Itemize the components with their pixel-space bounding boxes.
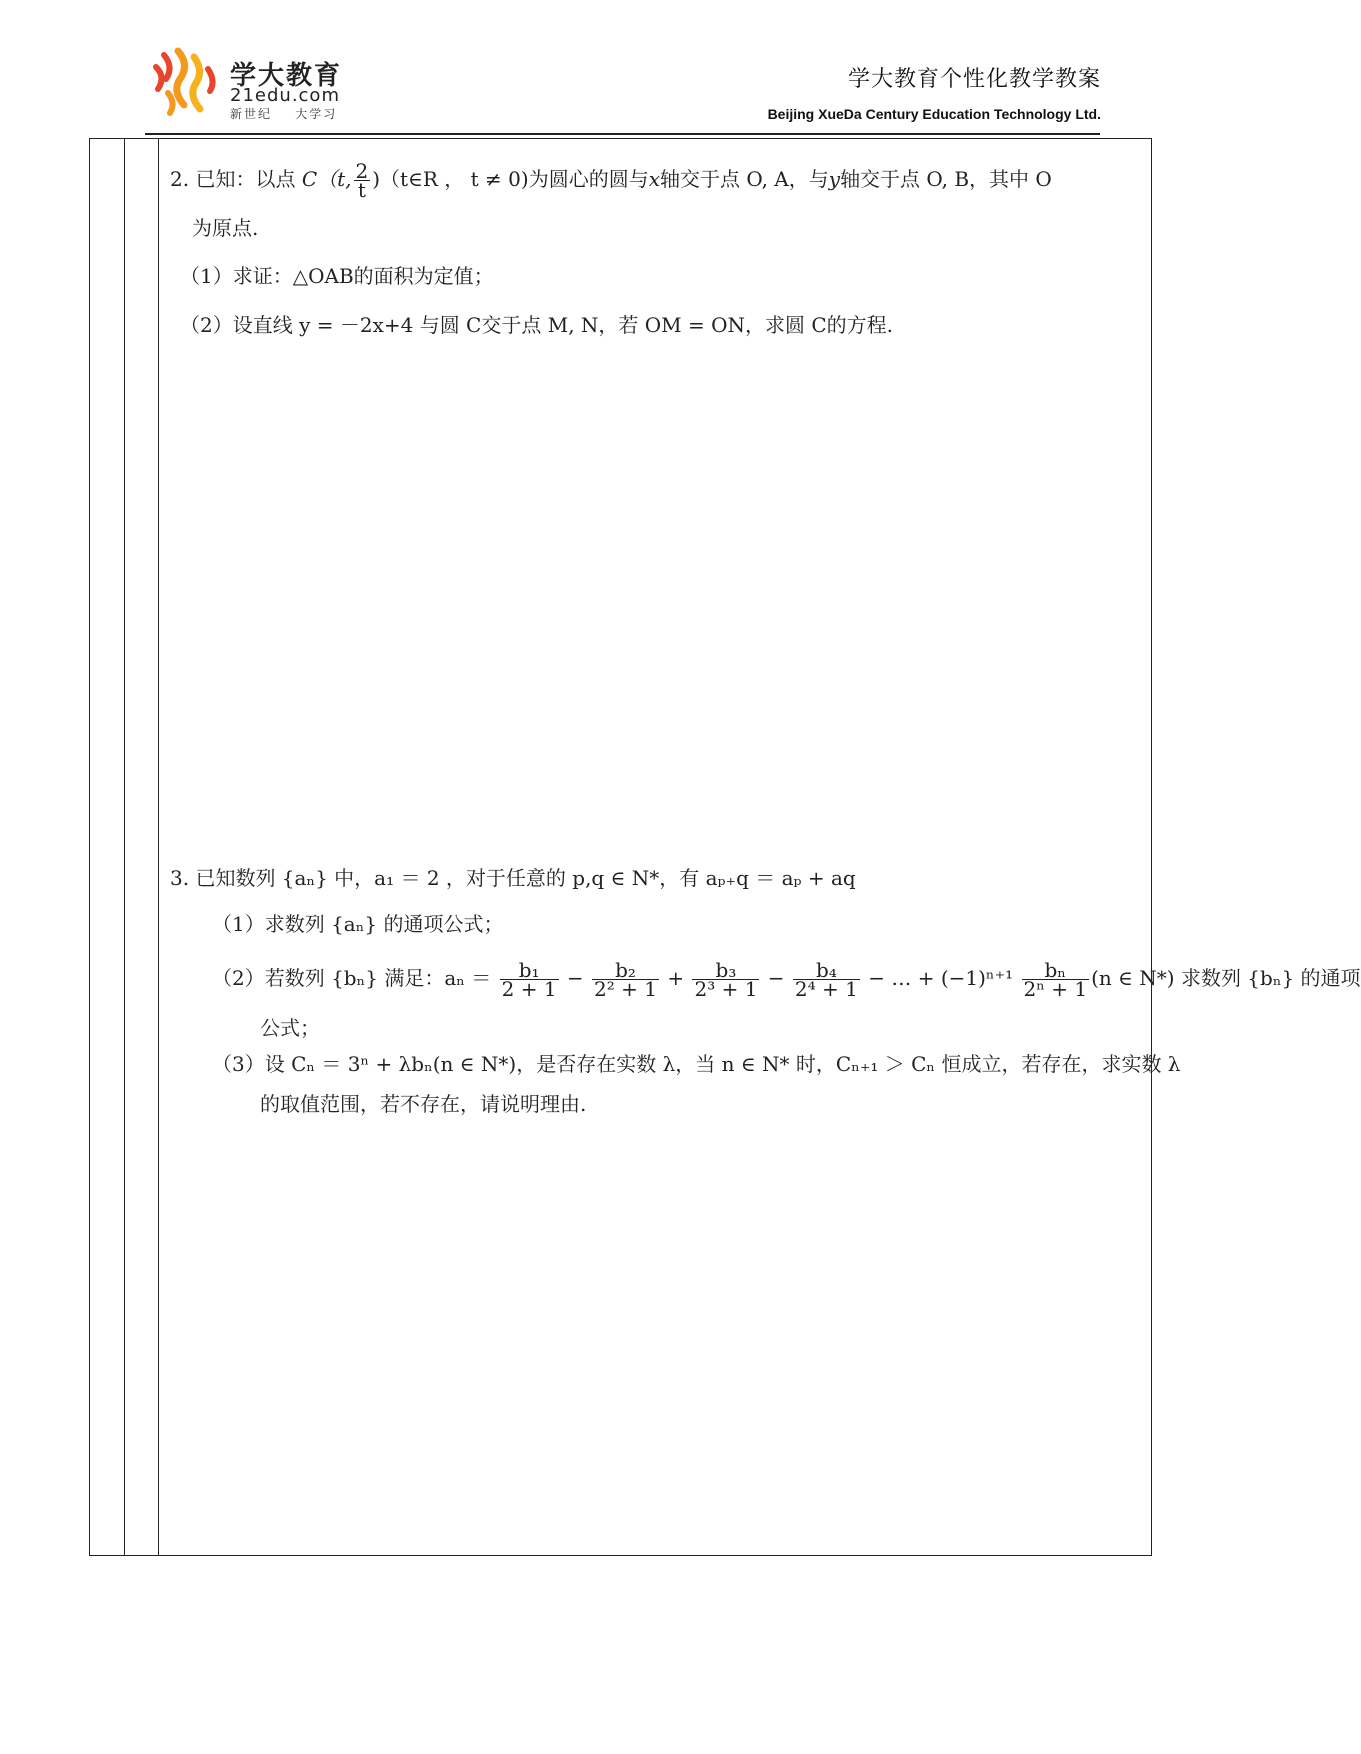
fraction-denominator: t (357, 178, 366, 202)
fraction-b2 (592, 958, 659, 1001)
fraction-numerator: b₃ (692, 961, 759, 980)
fraction-denominator: 2ⁿ + 1 (1023, 977, 1088, 1001)
problem3-part1: （1）求数列 {aₙ} 的通项公式； (212, 912, 504, 936)
header-divider (145, 133, 1100, 135)
fraction-b3 (692, 958, 759, 1001)
problem3-part2-line2: 公式； (260, 1016, 320, 1040)
minus-sign: − (767, 966, 785, 990)
problem2-y-axis: y (828, 167, 841, 191)
problem3-part2-tail: (n ∈ N*) 求数列 {bₙ} 的通项 (1091, 966, 1361, 990)
logo-slogan: 新世纪 大学习 (230, 107, 338, 121)
fraction-numerator: b₁ (500, 961, 559, 980)
fraction-bn (1022, 958, 1090, 1001)
problem2-point-c: C（t, (301, 167, 352, 191)
problem3-alternating-term: − … + (−1)ⁿ⁺¹ (868, 966, 1014, 990)
fraction-b4 (793, 958, 860, 1001)
logo-url: 21edu.com (230, 85, 340, 106)
problem2-condition: )（t∈R ， t ≠ 0)为圆心的圆与 (372, 167, 649, 191)
logo-flame-icon (150, 45, 224, 119)
table-column-divider (124, 138, 125, 1556)
fraction-2-over-t (354, 159, 371, 202)
problem2-part2: （2）设直线 y = －2x+4 与圆 C交于点 M, N，若 OM = ON，求圆 C的方程. (180, 313, 894, 337)
problem2-line2: 为原点. (192, 216, 259, 240)
fraction-denominator: 2³ + 1 (694, 977, 758, 1001)
fraction-numerator: b₄ (793, 961, 860, 980)
plus-sign: + (667, 966, 685, 990)
problem3-part2-intro: （2）若数列 {bₙ} 满足：aₙ ＝ (212, 966, 492, 990)
fraction-numerator: b₂ (592, 961, 659, 980)
fraction-numerator: bₙ (1022, 961, 1090, 980)
fraction-denominator: 2² + 1 (594, 977, 657, 1001)
fraction-b1 (500, 958, 559, 1001)
problem3-part2-line1 (212, 950, 1361, 1006)
fraction-denominator: 2⁴ + 1 (794, 977, 858, 1001)
problem2-intro: 2. 已知：以点 (170, 167, 296, 191)
document-title: 学大教育个性化教学教案 (847, 67, 1101, 92)
problem3-part3-line2: 的取值范围，若不存在，请说明理由. (260, 1092, 587, 1116)
table-column-divider (158, 138, 159, 1556)
problem3-part3-line1: （3）设 Cₙ ＝ 3ⁿ + λbₙ(n ∈ N*)，是否存在实数 λ，当 n ∈ N* 时，Cₙ₊₁ ＞ Cₙ 恒成立，若存在，求实数 λ (212, 1052, 1181, 1076)
brand-logo (150, 45, 350, 125)
problem2-y-intersections: 轴交于点 O, B，其中 O (840, 167, 1052, 191)
fraction-numerator: 2 (355, 159, 369, 183)
problem2-x-axis: x (648, 167, 660, 191)
minus-sign: − (566, 966, 584, 990)
fraction-denominator: 2 + 1 (501, 977, 557, 1001)
logo-name: 学大教育 (230, 61, 343, 91)
problem2-line1 (170, 159, 1052, 202)
problem2-x-intersections: 轴交于点 O, A，与 (660, 167, 829, 191)
problem3-line1: 3. 已知数列 {aₙ} 中，a₁ ＝ 2 ，对于任意的 p,q ∈ N*，有 aₚ₊q ＝ aₚ + aq (170, 866, 856, 890)
company-name: Beijing XueDa Century Education Technology Ltd. (767, 106, 1101, 122)
content-table (89, 138, 1152, 1556)
problem2-part1: （1）求证：△OAB的面积为定值； (180, 264, 494, 288)
